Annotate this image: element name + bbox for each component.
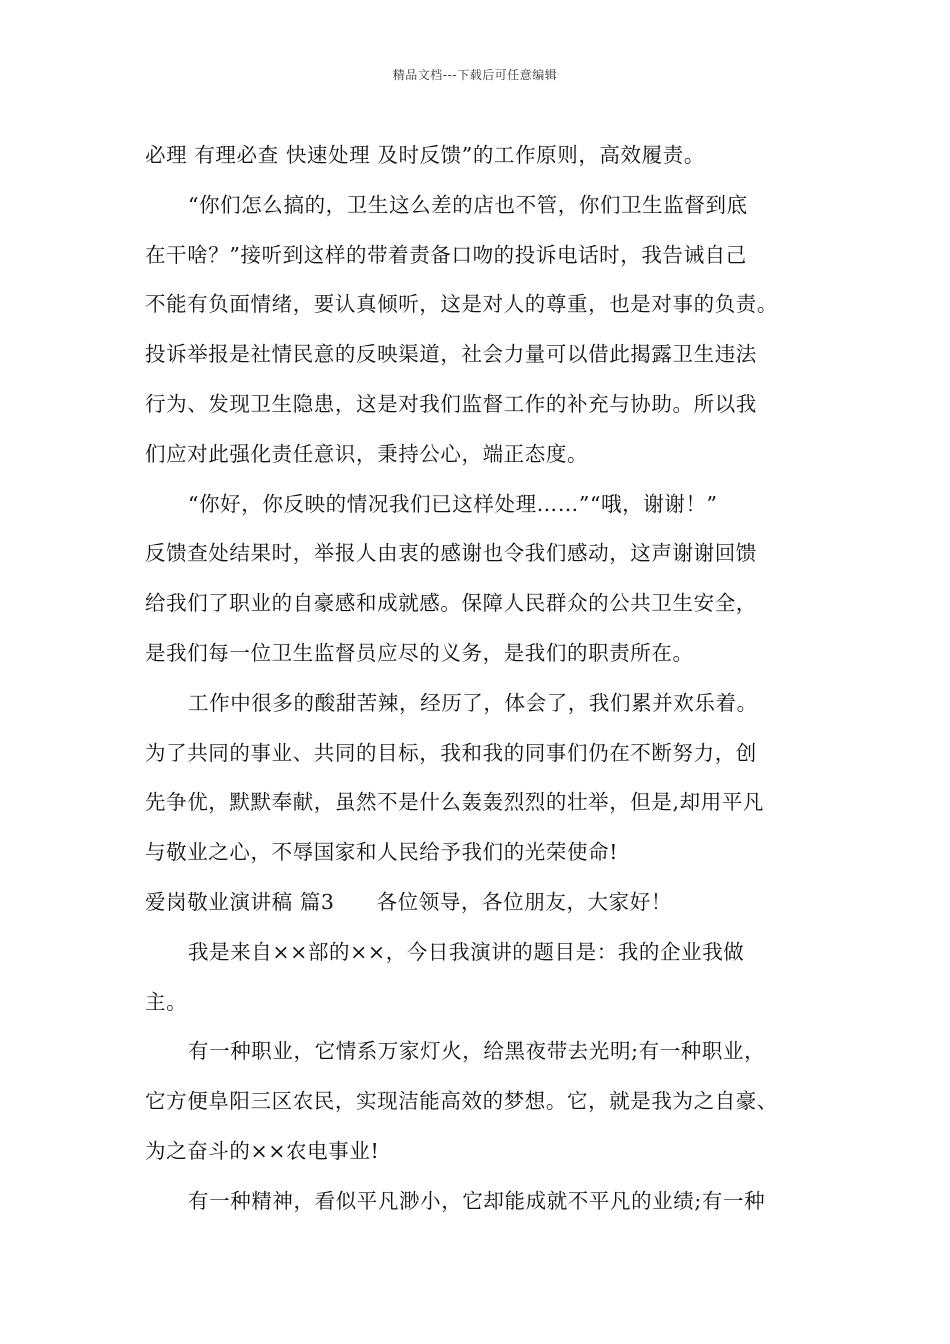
text-line: 工作中很多的酸甜苦辣，经历了，体会了，我们累并欢乐着。: [188, 690, 758, 715]
text-line: 主。: [145, 989, 188, 1014]
section-greeting: 各位领导，各位朋友，大家好！: [376, 889, 672, 914]
text-line: 是我们每一位卫生监督员应尽的义务，是我们的职责所在。: [145, 640, 694, 665]
text-line: 给我们了职业的自豪感和成就感。保障人民群众的公共卫生安全，: [145, 591, 757, 616]
text-line: 为了共同的事业、共同的目标，我和我的同事们仍在不断努力，创: [145, 740, 757, 765]
text-line: 必理 有理必查 快速处理 及时反馈”的工作原则，高效履责。: [145, 143, 705, 167]
text-line: 不能有负面情绪，要认真倾听，这是对人的尊重，也是对事的负责。: [145, 292, 778, 317]
text-line: “你们怎么搞的，卫生这么差的店也不管，你们卫生监督到底: [188, 192, 748, 217]
text-line: 有一种职业，它情系万家灯火，给黑夜带去光明;有一种职业，: [188, 1039, 766, 1064]
text-line: 在干啥？”接听到这样的带着责备口吻的投诉电话时，我告诫自己: [145, 242, 747, 267]
text-line: 它方便阜阳三区农民，实现洁能高效的梦想。它，就是我为之自豪、: [145, 1089, 778, 1114]
section-heading: [145, 878, 825, 928]
text-line: 我是来自××部的××，今日我演讲的题目是：我的企业我做: [188, 939, 745, 964]
document-body: [145, 131, 825, 1227]
text-line: 有一种精神，看似平凡渺小，它却能成就不平凡的业绩;有一种: [188, 1188, 766, 1213]
text-line: “你好，你反映的情况我们已这样处理……”“哦，谢谢！”: [188, 491, 718, 516]
section-title: 爱岗敬业演讲稿 篇3: [145, 889, 335, 914]
text-line: 先争优，默默奉献，虽然不是什么轰轰烈烈的壮举，但是,却用平凡: [145, 790, 765, 815]
text-line: 行为、发现卫生隐患，这是对我们监督工作的补充与协助。所以我: [145, 391, 757, 416]
text-line: 投诉举报是社情民意的反映渠道，社会力量可以借此揭露卫生违法: [145, 342, 757, 367]
text-line: 与敬业之心，不辱国家和人民给予我们的光荣使命!: [145, 840, 619, 865]
text-line: 为之奋斗的××农电事业!: [145, 1138, 380, 1163]
text-line: 反馈查处结果时，举报人由衷的感谢也令我们感动，这声谢谢回馈: [145, 541, 757, 566]
page-header: 精品文档---下载后可任意编辑: [392, 68, 558, 82]
text-line: 们应对此强化责任意识，秉持公心，端正态度。: [145, 441, 589, 466]
